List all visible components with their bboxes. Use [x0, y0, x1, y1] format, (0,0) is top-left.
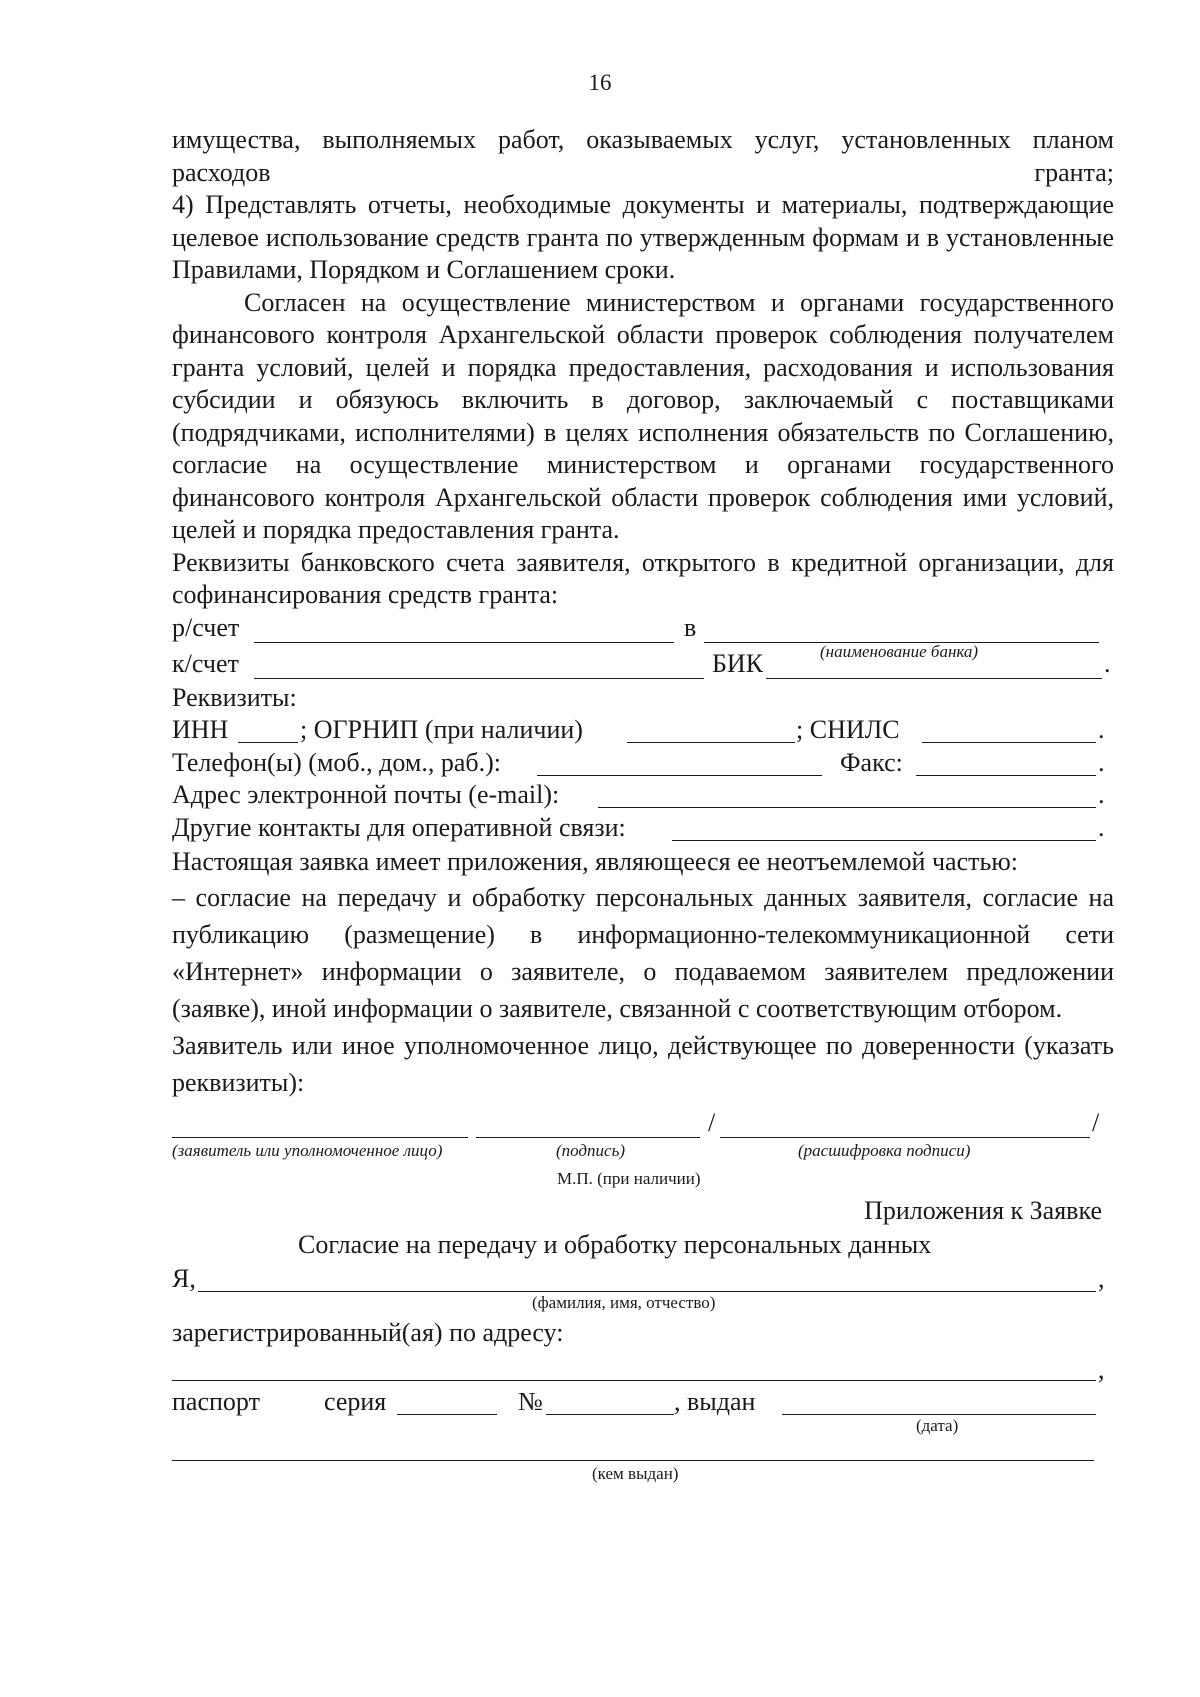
dot-email: .: [1098, 780, 1105, 809]
page-number: 16: [588, 70, 612, 95]
label-series: серия: [324, 1386, 387, 1416]
label-rs: р/счет: [172, 612, 240, 642]
requisites-title: Реквизиты:: [172, 682, 297, 712]
field-corr-account[interactable]: [254, 678, 704, 679]
label-registered: зарегистрированный(ая) по адресу:: [172, 1318, 564, 1347]
caption-date: (дата): [916, 1415, 959, 1435]
field-phone[interactable]: [537, 775, 822, 776]
field-issuer[interactable]: [172, 1460, 1094, 1461]
field-other-contacts[interactable]: [672, 840, 1096, 841]
label-passport: паспорт: [172, 1386, 260, 1416]
caption-signature: (подпись): [556, 1141, 625, 1160]
signature-row: [172, 1108, 1114, 1169]
field-snils[interactable]: [922, 742, 1096, 743]
row-phone: [172, 747, 1114, 779]
label-other-contacts: Другие контакты для оперативной связи:: [172, 813, 626, 842]
label-phone: Телефон(ы) (моб., дом., раб.):: [172, 748, 501, 777]
attachments-block: [172, 845, 1114, 1101]
field-passport-series[interactable]: [397, 1414, 497, 1415]
field-applicant[interactable]: [172, 1137, 468, 1138]
label-ogrnip: ; ОГРНИП (при наличии): [300, 715, 583, 744]
dot-snils: .: [1098, 715, 1105, 744]
appendix-title: Согласие на передачу и обработку персональных данных: [298, 1230, 932, 1259]
label-fax: Факс:: [840, 748, 903, 777]
attachments-intro: Настоящая заявка имеет приложения, являющееся ее неотъемлемой частью:: [172, 847, 1018, 876]
appendix-title-row: [172, 1229, 1114, 1263]
comma-fio: ,: [1098, 1264, 1105, 1293]
dot-fax: .: [1098, 748, 1105, 777]
attachments-item: – согласие на передачу и обработку персональных данных заявителя, согласие на публикацию (размещение) в информационно-телекоммуникационной сети «Интернет» информации о заявителе, о подаваемом заявителем предложении (заявке), иной информации о заявителе, связанной с соответствующим отбором.: [172, 883, 1114, 1023]
caption-issuer: (кем выдан): [592, 1463, 679, 1483]
appendix-heading: Приложения к Заявке: [864, 1196, 1102, 1225]
paragraph-bank-details: Реквизиты банковского счета заявителя, открытого в кредитной организации, для софинансирования средств гранта:: [172, 547, 1114, 609]
paragraph-reports: 4) Представлять отчеты, необходимые документы и материалы, подтверждающие целевое использование средств гранта по утвержденным формам и в установленные Правилами, Порядком и Соглашением сроки.: [172, 190, 1114, 284]
row-address: [172, 1350, 1114, 1386]
row-corr-account: [172, 648, 1114, 682]
row-passport: [172, 1386, 1114, 1440]
field-ogrnip[interactable]: [627, 742, 795, 743]
field-email[interactable]: [598, 807, 1096, 808]
comma-address: ,: [1098, 1354, 1105, 1384]
appendix-heading-row: [172, 1195, 1114, 1229]
row-fio: [172, 1263, 1114, 1317]
label-snils: ; СНИЛС: [796, 715, 900, 744]
field-settlement-account[interactable]: [254, 642, 674, 643]
row-settlement-account: [172, 612, 1114, 661]
caption-fio: (фамилия, имя, отчество): [532, 1293, 716, 1312]
label-in: в: [684, 612, 697, 642]
label-email: Адрес электронной почты (e-mail):: [172, 780, 560, 809]
caption-signature-decode: (расшифровка подписи): [798, 1141, 971, 1160]
label-number: №: [518, 1386, 543, 1416]
row-issuer: [172, 1440, 1114, 1490]
field-fax[interactable]: [916, 775, 1096, 776]
row-email: [172, 779, 1114, 812]
field-inn[interactable]: [238, 742, 298, 743]
field-issue-date[interactable]: [782, 1414, 1096, 1415]
label-ks: к/счет: [172, 648, 239, 678]
stamp-row: [172, 1169, 1114, 1195]
dot-bik: .: [1104, 648, 1111, 678]
label-bik: БИК: [712, 648, 764, 678]
field-signature-decode[interactable]: [720, 1137, 1090, 1138]
main-content: [172, 124, 1114, 1490]
slash-left: /: [708, 1108, 716, 1137]
label-inn: ИНН: [172, 715, 229, 744]
row-other-contacts: [172, 812, 1114, 845]
row-inn: [172, 714, 1114, 747]
field-address[interactable]: [172, 1380, 1096, 1381]
dot-other: .: [1098, 813, 1105, 842]
paragraph-property-expenses: имущества, выполняемых работ, оказываемых услуг, установленных планом расходов гранта;: [172, 125, 1114, 187]
field-fio[interactable]: [198, 1291, 1096, 1292]
paragraph-consent-control: Согласен на осуществление министерством и органами государственного финансового контроля Архангельской области проверок соблюдения получателем гранта условий, целей и порядка предоставления, расходования и использования субсидии и обязуюсь включить в договор, заключаемый с поставщиками (подрядчиками, исполнителями) в целях исполнения обязательств по Соглашению, согласие на осуществление министерством и органами государственного финансового контроля Архангельской области проверок соблюдения ими условий, целей и порядка предоставления гранта.: [172, 287, 1114, 544]
caption-bank-name: (наименование банка): [820, 641, 979, 661]
stamp-note: М.П. (при наличии): [557, 1169, 701, 1188]
field-signature[interactable]: [476, 1137, 700, 1138]
label-ya: Я,: [172, 1264, 196, 1293]
label-issued: , выдан: [674, 1386, 756, 1416]
caption-applicant: (заявитель или уполномоченное лицо): [172, 1141, 443, 1160]
signature-text: Заявитель или иное уполномоченное лицо, действующее по доверенности (указать реквизиты):: [172, 1031, 1114, 1097]
slash-right: /: [1092, 1108, 1100, 1137]
field-bik[interactable]: [766, 678, 1102, 679]
field-passport-number[interactable]: [546, 1414, 674, 1415]
